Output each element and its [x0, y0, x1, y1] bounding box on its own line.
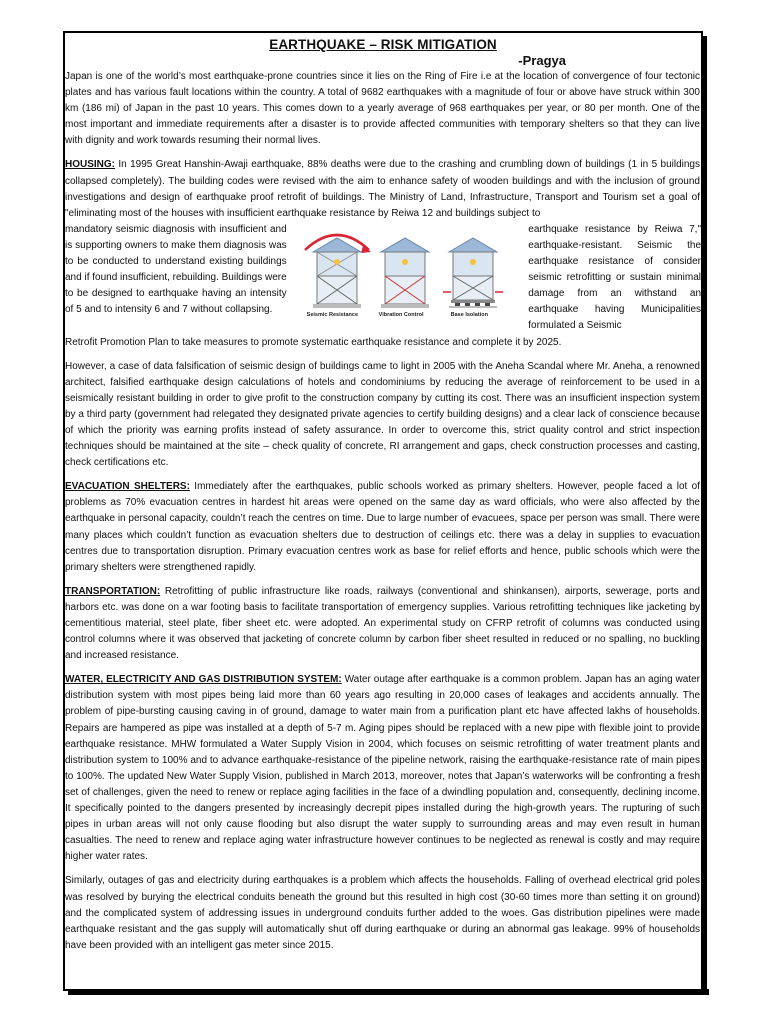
- water-text: Water outage after earthquake is a common problem. Japan has an aging water distribution system with most pipes being laid more than 60 years ago resulting in 20,000 cases of leakages and accidents annually. The problem of pipe-bursting causing caving in of ground, damage to water main from a purification plant etc have affected lakhs of households. Repairs are hampered as pipe was installed at a depth of 5-7 m. Aging pipes should be replaced with a new pipe with flexible joint to provide earthquake resistance. MHW formulated a Water Supply Vision in 2004, which focuses on seismic retrofitting of water treatment plants and distribution system to 100% and to advance earthquake-resistance of the pipeline network, raising the earthquake-resistance rate of main pipes to 100%. The updated New Water Supply Vision, published in March 2013, moreover, notes that Japan’s waterworks will be confronting a fresh set of challenges, given the need to renew or replace aging facilities in the face of a dwindling population and, consequently, declining income. It specifically pointed to the dangers presented by increasingly decrepit pipes installed during the high-growth years. The rupturing of such pipes in urban areas will not only cause flooding but also disrupt the water supply to surrounding areas and may even result in human casualties. The need to renew and replace aging water infrastructure however continues to be neglected as renewal is costly and may require higher water rates.: [65, 674, 701, 863]
- caption-seismic-resistance: Seismic Resistance: [306, 311, 359, 318]
- base-isolation-building: [443, 238, 503, 308]
- housing-text-top: In 1995 Great Hanshin-Awaji earthquake, 88% deaths were due to the crashing and crumbling down of buildings (1 in 5 buildings collapsed completely). The building codes were revised with the aim to enhance safety of wooden buildings and with the inclusion of ground investigations and design of earthquake proof retrofit of buildings. The Ministry of Land, Infrastructure, Transport and Tourism set a goal of "eliminating most of the houses with insufficient earthquake resistance by Reiwa 12 and buildings subject to: [65, 159, 700, 219]
- seismic-techniques-figure: [287, 222, 529, 319]
- transportation-text: Retrofitting of public infrastructure like roads, railways (conventional and shinkansen), airports, sewerage, ports and harbors etc. was done on a war footing basis to facilitate transportation of emergency supplies. Various retrofitting techniques like jacketing by cementitious material, steel plate, fiber sheet etc. were adopted. An experimental study on CFRP retrofit of columns was conducted using control columns where it was observed that jacketing of concrete column by carbon fiber sheet resulted in reduced or no spalling, no buckling and increased resistance.: [65, 585, 700, 662]
- document-title: EARTHQUAKE – RISK MITIGATION: [269, 37, 497, 52]
- document-page: [63, 31, 703, 991]
- transportation-heading: TRANSPORTATION:: [65, 585, 161, 597]
- water-paragraph: [65, 672, 700, 865]
- water-heading: WATER, ELECTRICITY AND GAS DISTRIBUTION SYSTEM:: [65, 674, 342, 686]
- housing-paragraph-top: [65, 157, 700, 221]
- housing-text-right: earthquake resistance by Reiwa 7," earthquake-resistant. Seismic the earthquake resistance of consider seismic retrofitting or sustain minimal damage from an withstand an earthquake having Municipalities formulated a Seismic: [528, 223, 702, 332]
- buildings-illustration: [287, 222, 529, 319]
- evacuation-heading: EVACUATION SHELTERS:: [65, 481, 190, 493]
- vibration-control-building: [381, 238, 429, 308]
- housing-heading: HOUSING:: [65, 159, 115, 171]
- housing-text-left: mandatory seismic diagnosis with insufficient and is supporting owners to make them diagnosis was to be conducted to understand existing buildings and if found insufficient, rebuilding. Buildings were to be designed to earthquake having an intensity of 5 and to intensity 6 and 7 without collapsing.: [65, 223, 287, 316]
- caption-vibration-control: Vibration Control: [378, 311, 424, 318]
- seismic-resistance-building: [305, 235, 371, 308]
- housing-figure-row: [65, 222, 701, 335]
- housing-text-bottom: Retrofit Promotion Plan to take measures to promote systematic earthquake resistance and complete it by 2025.: [65, 336, 562, 348]
- aneha-paragraph: However, a case of data falsification of seismic design of buildings came to light in 2005 with the Aneha Scandal where Mr. Aneha, a renowned architect, falsified earthquake design calculations of hotels and condominiums by reducing the average of reinforcement to be used in a seismically resistant building in order to give profit to the construction company by cutting its cost. There was an insufficient inspection system by a third party (government had relegated they designated private agencies to certify building designs) and a clear lack of conscience because of which the priority was earning profits instead of safety assurance. In order to overcome this, strict quality control and strict inspection techniques should be maintained at the site – check quality of concrete, RI arrangement and gaps, check construction processes and casting, check certifications etc.: [65, 360, 700, 469]
- document-author: -Pragya: [518, 53, 566, 68]
- housing-section: [65, 157, 701, 350]
- transportation-paragraph: [65, 584, 700, 664]
- evacuation-paragraph: [65, 479, 700, 576]
- intro-paragraph: Japan is one of the world’s most earthquake-prone countries since it lies on the Ring of Fire i.e at the location of convergence of four tectonic plates and has various fault locations within the country. A total of 9682 earthquakes with a magnitude of four or above have struck within 300 km (186 mi) of Japan in the past 10 years. This comes down to a yearly average of 968 earthquakes per year, or 80 per month. One of the most important and immediate requirements after a disaster is to provide affected communities with temporary shelters so that they can live with dignity and work towards resuming their normal lives.: [65, 71, 700, 147]
- evacuation-text: Immediately after the earthquakes, public schools worked as primary shelters. However, people faced a lot of problems as 70% evacuation centres in hardest hit areas were opened on the same day as ward officials, who were also affected by the earthquake in personal capacity, couldn’t reach the centres on time. Due to large number of evacuees, space per person was small. There were many places which couldn’t function as evacuation shelters due to destruction of ceilings etc. there was a delay in supplies to evacuation centres due to transportation disruption. Primary evacuation centres work as base for relief efforts and hence, public schools which were the primary shelters were strengthened rapidly.: [65, 481, 700, 573]
- caption-base-isolation: Base Isolation: [450, 311, 488, 318]
- gas-electricity-paragraph: Similarly, outages of gas and electricity during earthquakes is a problem which affects the households. Falling of overhead electrical grid poles was resolved by burying the electrical conduits beneath the ground but this resulted in high cost (30-60 times more than setting it on ground) and the complicated system of addressing issues in underground conduits further added to the woes. Gas distribution pipelines were made earthquake resistant and the gas supply will automatically shut off during earthquake or during an abnormal gas leakage. 99% of households have been provided with an intelligent gas meter since 2015.: [65, 875, 700, 951]
